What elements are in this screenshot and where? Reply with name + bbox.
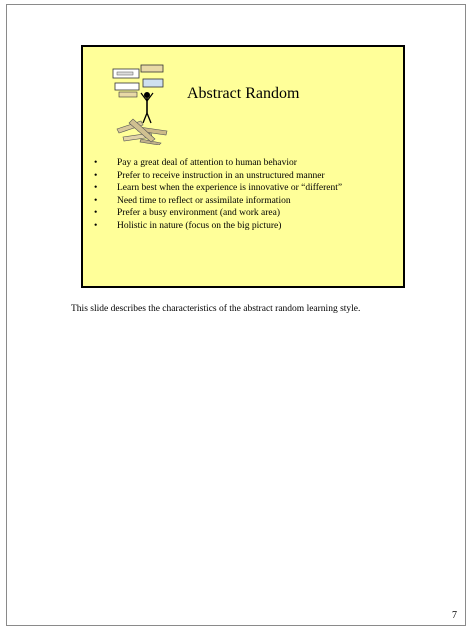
list-item: [91, 157, 342, 170]
bullet-text: Prefer to receive instruction in an unstructured manner: [117, 170, 325, 181]
slide-title: Abstract Random: [187, 85, 300, 102]
bullet-icon: •: [94, 220, 98, 231]
handout-page: [6, 4, 466, 626]
bullet-icon: •: [94, 170, 98, 181]
page-number: 7: [452, 610, 457, 621]
bullet-list: [91, 157, 342, 232]
list-item: [91, 220, 342, 233]
bullet-icon: •: [94, 183, 98, 193]
speaker-note: This slide describes the characteristics of the abstract random learning style.: [71, 304, 361, 314]
bullet-text: Holistic in nature (focus on the big picture): [117, 220, 282, 231]
bullet-text: Prefer a busy environment (and work area): [117, 208, 281, 218]
list-item: [91, 207, 342, 220]
bullet-text: Need time to reflect or assimilate information: [117, 195, 291, 206]
bullet-icon: •: [94, 208, 98, 218]
list-item: [91, 195, 342, 208]
person-juggling-boxes-icon: [111, 63, 173, 145]
bullet-text: Learn best when the experience is innovative or “different”: [117, 183, 343, 193]
bullet-icon: •: [94, 195, 98, 206]
list-item: [91, 182, 342, 195]
list-item: [91, 170, 342, 183]
slide-thumbnail: [81, 45, 405, 288]
bullet-text: Pay a great deal of attention to human behavior: [117, 158, 297, 168]
bullet-icon: •: [94, 158, 98, 168]
